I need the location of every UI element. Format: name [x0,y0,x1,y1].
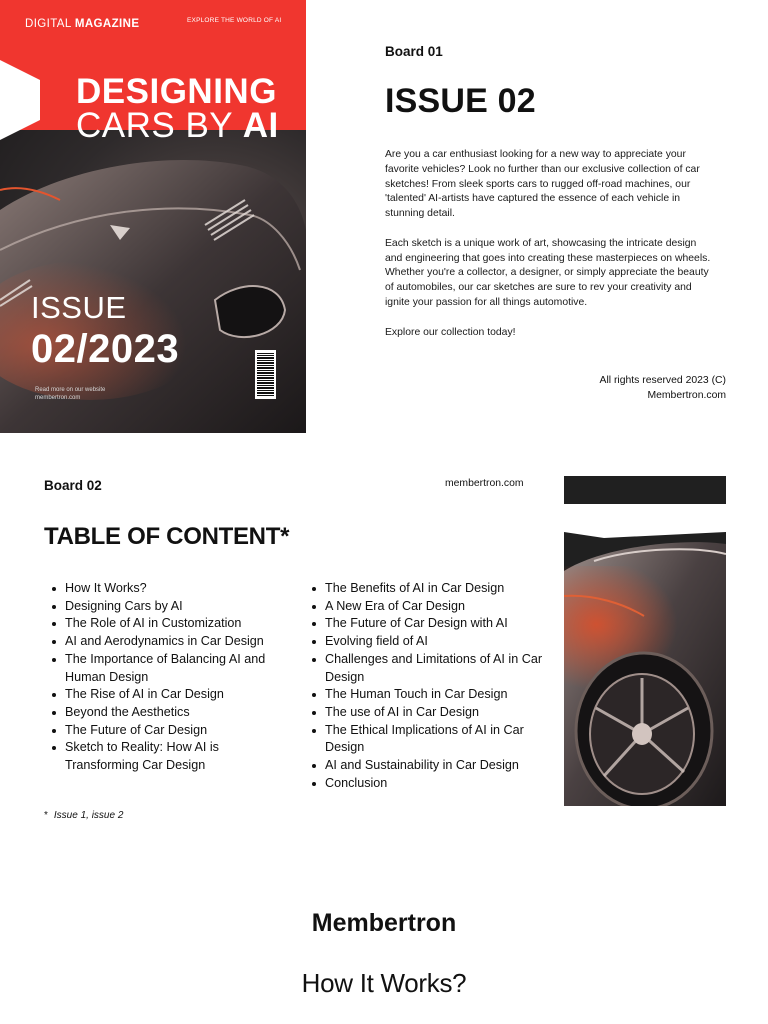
cover-issue-number: 02/2023 [31,327,180,371]
car-wheel-art [564,476,726,823]
cover-brand [25,18,139,30]
footnote-mark: * [44,810,48,821]
toc-item[interactable]: Challenges and Limitations of AI in Car Design [304,651,544,686]
magazine-cover [0,0,306,433]
toc-item[interactable]: AI and Sustainability in Car Design [304,757,544,775]
cover-title-line2-prefix: CARS BY [76,106,233,145]
cover-issue-label: ISSUE [31,290,127,325]
toc-footnote [44,810,123,821]
toc-item[interactable]: The Human Touch in Car Design [304,686,544,704]
toc-item[interactable]: How It Works? [44,580,269,598]
cover-title-line2 [76,107,279,145]
toc-item[interactable]: AI and Aerodynamics in Car Design [44,633,269,651]
copyright-line-1: All rights reserved 2023 (C) [599,375,726,386]
issue-description [385,148,715,355]
toc-item[interactable]: Conclusion [304,775,544,793]
board-01-label: Board 01 [385,44,443,59]
cover-website [35,386,105,402]
toc-list-right [304,580,544,792]
toc-item[interactable]: Designing Cars by AI [44,598,269,616]
toc-item[interactable]: The Future of Car Design with AI [304,615,544,633]
toc-item[interactable]: Beyond the Aesthetics [44,704,269,722]
toc-item[interactable]: The Rise of AI in Car Design [44,686,269,704]
brand-name: Membertron [311,909,457,937]
toc-list-left [44,580,269,775]
car-wheel-image [564,476,726,823]
board-02-label: Board 02 [44,478,102,493]
copyright-notice [600,373,726,403]
cover-title-line1: DESIGNING [76,72,277,111]
toc-item[interactable]: The Importance of Balancing AI and Human Design [44,651,269,686]
cover-website-line1: Read more on our website [35,387,106,393]
barcode-bars [257,353,274,396]
cover-website-line2: membertron.com [35,395,81,401]
toc-item[interactable]: The Role of AI in Customization [44,615,269,633]
section-heading: How It Works? [301,968,467,998]
copyright-site-link[interactable]: Membertron.com [647,390,726,401]
board-02-site-link[interactable]: membertron.com [445,478,524,489]
description-paragraph-3: Explore our collection today! [385,326,516,338]
description-paragraph-1: Are you a car enthusiast looking for a new way to appreciate your favorite vehicles? Look no further than our exclusive collection of car sketches! From sleek sports cars to rugged off-road machines, our 'talented' AI-artists have captured the essence of each vehicle in stunning detail. [385,149,700,220]
cover-tagline: EXPLORE THE WORLD OF AI [187,17,282,24]
toc-item[interactable]: The use of AI in Car Design [304,704,544,722]
cover-brand-suffix: MAGAZINE [74,18,140,30]
footnote-text: Issue 1, issue 2 [53,810,124,821]
toc-item[interactable]: The Benefits of AI in Car Design [304,580,544,598]
cover-brand-prefix: DIGITAL [25,18,72,30]
issue-title: ISSUE 02 [385,82,536,120]
toc-item[interactable]: Evolving field of AI [304,633,544,651]
description-paragraph-2: Each sketch is a unique work of art, showcasing the intricate design and engineering that goes into creating these masterpieces on wheels. Whether you're a collector, a designer, or simply appreciate the beauty of automobiles, our car sketches are sure to rev your creativity and ignite your passion for all things automotive. [385,237,711,308]
toc-item[interactable]: The Future of Car Design [44,722,269,740]
toc-item[interactable]: The Ethical Implications of AI in Car Design [304,722,544,757]
toc-title: TABLE OF CONTENT* [44,523,290,550]
toc-item[interactable]: Sketch to Reality: How AI is Transforming Car Design [44,739,269,774]
toc-item[interactable]: A New Era of Car Design [304,598,544,616]
cover-title-line2-suffix: AI [242,106,279,145]
